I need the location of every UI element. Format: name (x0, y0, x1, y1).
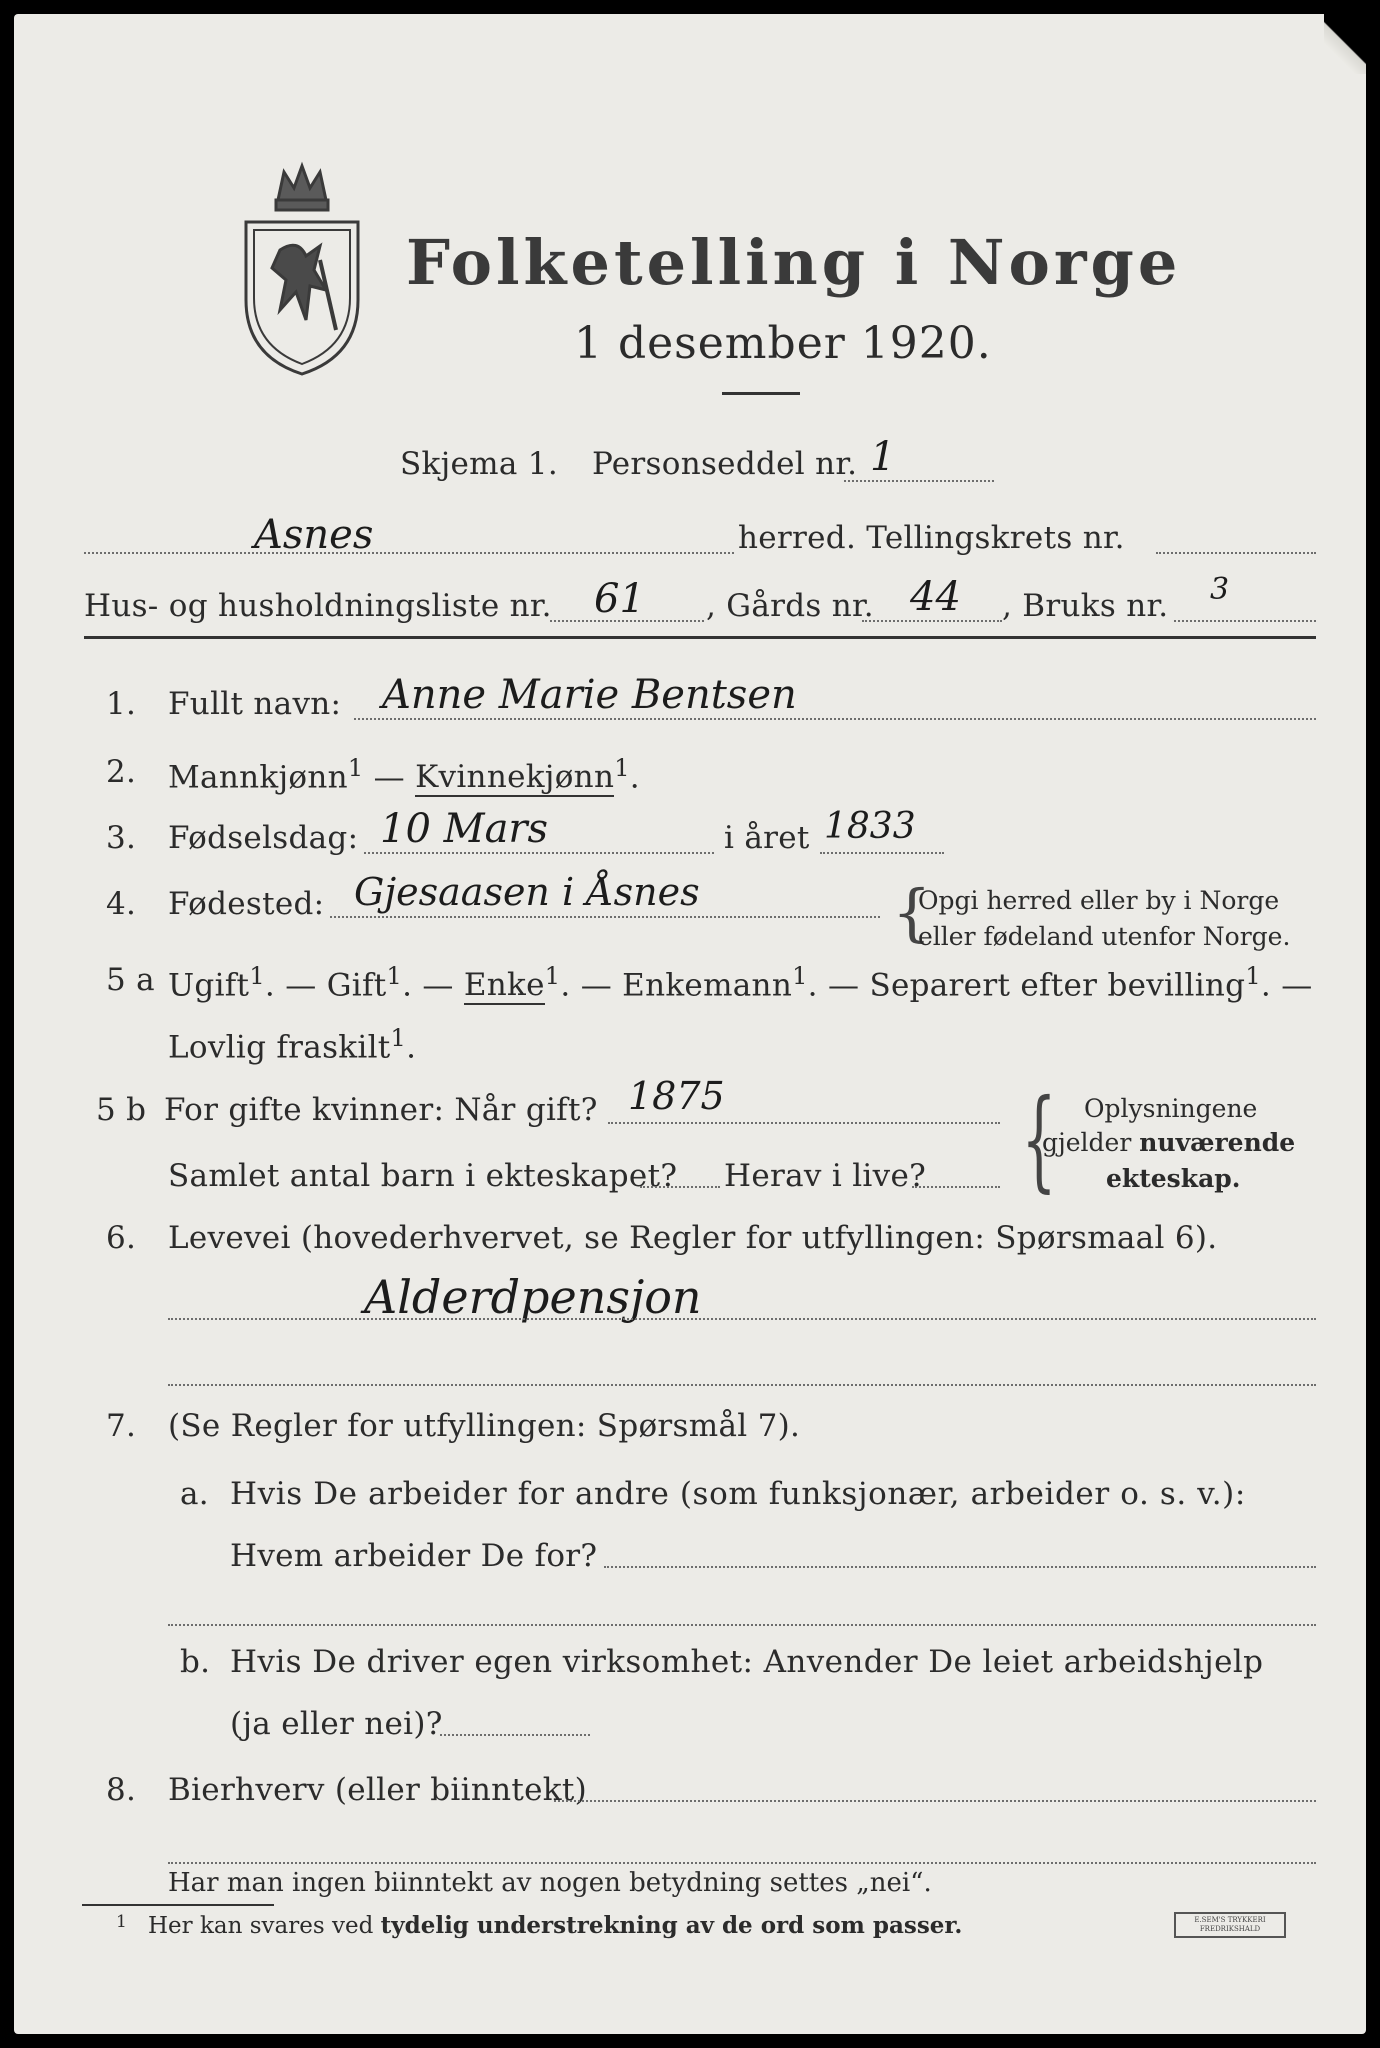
q5a-enkemann: Enkemann (622, 967, 793, 1004)
q1-line (354, 718, 1316, 720)
q7-label: (Se Regler for utfyllingen: Spørsmål 7). (168, 1408, 801, 1444)
q5b-note-2a: gjelder (1042, 1128, 1140, 1157)
q5b-live-line (912, 1186, 1000, 1188)
gards-value: 44 (910, 574, 961, 620)
q7b-letter: b. (180, 1644, 211, 1680)
q3-value: 10 Mars (380, 806, 549, 852)
q5b-label: For gifte kvinner: Når gift? (164, 1092, 598, 1128)
q7a-letter: a. (180, 1476, 209, 1512)
q5a-dash-2: — (422, 967, 454, 1004)
q5a-dash-1: — (285, 967, 317, 1004)
q6-line-2 (168, 1384, 1316, 1386)
q5a-sup-3: 1 (544, 962, 561, 990)
q1-number: 1. (106, 686, 137, 722)
q3-label: Fødselsdag: (168, 820, 359, 856)
q5a-sup-5: 1 (1245, 962, 1261, 990)
hus-label: Hus- og husholdningsliste nr. (84, 588, 552, 624)
q6-line-1 (168, 1318, 1316, 1320)
q7a-text: Hvis De arbeider for andre (som funksjonær, arbeider o. s. v.): (230, 1476, 1246, 1512)
q3-year-value: 1833 (824, 806, 916, 847)
q5a-dash-5: — (1281, 967, 1313, 1004)
q1-value: Anne Marie Bentsen (382, 672, 797, 718)
schema-label: Skjema 1. (400, 446, 558, 482)
census-date: 1 desember 1920. (574, 318, 992, 369)
bruks-value: 3 (1210, 572, 1230, 607)
footnote-text (148, 1912, 962, 1939)
q8-label: Bierhverv (eller biinntekt) (168, 1772, 588, 1808)
q2-sup-1: 1 (347, 754, 364, 782)
bruks-line (1174, 620, 1316, 622)
title-divider (722, 392, 800, 395)
footnote-text-a: Her kan svares ved (148, 1913, 381, 1939)
q8-line-2 (168, 1862, 1316, 1864)
q3-year-line (820, 852, 944, 854)
q2-options (168, 754, 640, 795)
tellingskrets-line (1156, 552, 1316, 554)
personseddel-line (844, 480, 994, 482)
q2-mann: Mannkjønn (168, 759, 348, 796)
q7a-line-2 (168, 1624, 1316, 1626)
gards-label: , Gårds nr. (706, 588, 874, 624)
q6-label: Levevei (hovederhvervet, se Regler for utfyllingen: Spørsmaal 6). (168, 1220, 1218, 1256)
q3-year-label: i året (724, 820, 810, 856)
census-form (14, 14, 1366, 2034)
q5b-brace: { (1021, 1075, 1057, 1203)
q4-number: 4. (106, 886, 137, 922)
q5b-number: 5 b (96, 1092, 147, 1128)
q2-end: . (629, 759, 640, 796)
q4-brace: { (892, 876, 932, 949)
q3-line (364, 852, 714, 854)
q4-note-1: Opgi herred eller by i Norge (918, 886, 1280, 915)
q3-number: 3. (106, 820, 137, 856)
hus-value: 61 (594, 576, 645, 622)
q4-note-2: eller fødeland utenfor Norge. (918, 922, 1291, 951)
q5a-dot-4: . (807, 967, 818, 1004)
q8-line-1 (554, 1800, 1316, 1802)
herred-value: Asnes (254, 512, 374, 558)
q1-label: Fullt navn: (168, 686, 342, 722)
footnote-mark: 1 (116, 1912, 127, 1932)
personseddel-value: 1 (870, 434, 896, 480)
q5a-fraskilt-line (168, 1024, 416, 1065)
q5b-live-label: Herav i live? (724, 1158, 927, 1194)
printer-stamp-2: FREDRIKSHALD (1199, 1925, 1261, 1933)
q5a-gift: Gift (326, 967, 387, 1004)
q5a-dot-3: . (560, 967, 571, 1004)
q6-value: Alderdpensjon (364, 1270, 702, 1324)
personseddel-label: Personseddel nr. (592, 446, 858, 482)
q2-sup-2: 1 (614, 754, 630, 782)
q5a-dot-5: . (1260, 967, 1272, 1004)
printer-stamp (1174, 1912, 1286, 1938)
q5a-sup-4: 1 (792, 962, 808, 990)
q5b-line (608, 1122, 1000, 1124)
q5a-sup-6: 1 (390, 1024, 407, 1052)
q5b-note-2 (1042, 1128, 1295, 1157)
footnote-rule (82, 1904, 274, 1906)
q5a-dash-4: — (827, 967, 860, 1004)
bruks-label: , Bruks nr. (1002, 588, 1169, 624)
q5a-dot-1: . (264, 967, 276, 1004)
q5a-dot-2: . (402, 967, 413, 1004)
q5a-sup-1: 1 (249, 962, 265, 990)
q4-value: Gjesaasen i Åsnes (354, 870, 700, 914)
page-fold (1324, 14, 1366, 74)
q7a-question: Hvem arbeider De for? (230, 1538, 598, 1574)
q5a-fraskilt: Lovlig fraskilt (168, 1029, 391, 1066)
q5b-value: 1875 (628, 1074, 725, 1118)
q5a-enke: Enke (463, 967, 545, 1004)
q5a-dot-6: . (406, 1029, 417, 1066)
header-rule (84, 636, 1316, 639)
q5b-barn-label: Samlet antal barn i ekteskapet? (168, 1158, 678, 1194)
footnote-text-b: tydelig understrekning av de ord som passer. (380, 1912, 963, 1939)
q4-line (330, 916, 880, 918)
hus-line (550, 620, 704, 622)
q2-number: 2. (106, 754, 137, 790)
q5a-options (168, 962, 1313, 1003)
q5a-number: 5 a (106, 962, 155, 998)
q2-sep: — (373, 759, 405, 796)
q8-note: Har man ingen biinntekt av nogen betydning settes „nei“. (168, 1868, 932, 1898)
q2-kvinne: Kvinnekjønn (415, 759, 615, 796)
herred-label: herred. Tellingskrets nr. (738, 520, 1125, 556)
q7b-question: (ja eller nei)? (230, 1706, 443, 1742)
q5b-note-3: ekteskap. (1106, 1164, 1241, 1193)
gards-line (862, 620, 1002, 622)
coat-of-arms-icon (240, 160, 364, 380)
q6-number: 6. (106, 1220, 137, 1256)
q5a-separert: Separert efter bevilling (869, 967, 1246, 1004)
printer-stamp-1: E.SEM'S TRYKKERI (1194, 1916, 1266, 1924)
q7a-line-1 (604, 1566, 1316, 1568)
q5b-note-1: Oplysningene (1084, 1094, 1258, 1123)
q4-label: Fødested: (168, 886, 325, 922)
herred-line (84, 552, 734, 554)
q7b-text: Hvis De driver egen virksomhet: Anvender De leiet arbeidshjelp (230, 1644, 1264, 1680)
q5b-note-2b: nuværende (1139, 1128, 1296, 1157)
form-title: Folketelling i Norge (406, 226, 1182, 299)
q5b-barn-line (640, 1186, 720, 1188)
q8-number: 8. (106, 1772, 137, 1808)
q5a-sup-2: 1 (386, 962, 403, 990)
q7b-line (440, 1734, 590, 1736)
q5a-dash-3: — (580, 967, 612, 1004)
q7-number: 7. (106, 1408, 137, 1444)
q5a-ugift: Ugift (168, 967, 250, 1004)
